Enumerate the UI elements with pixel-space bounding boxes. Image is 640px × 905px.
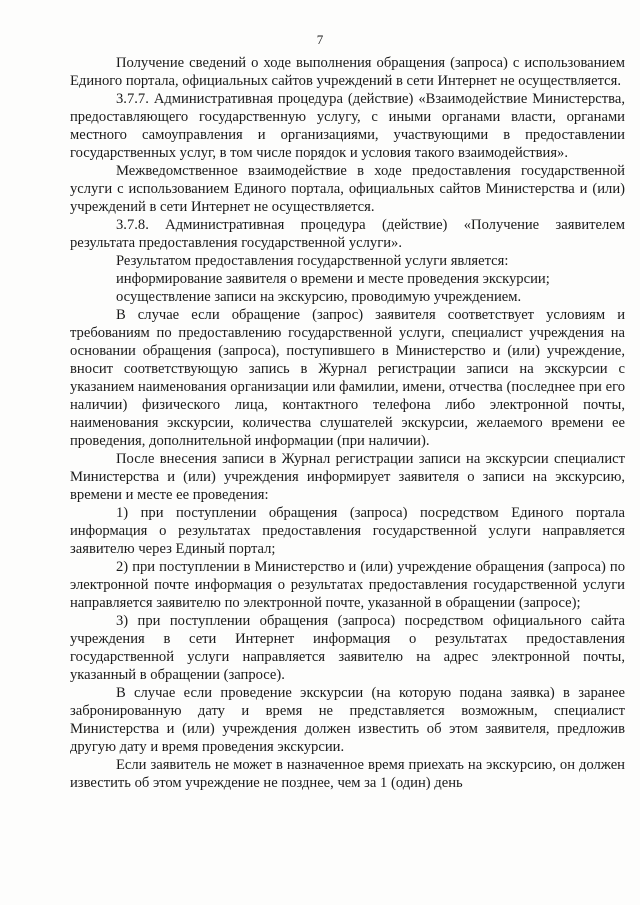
paragraph-3-7-8-heading: 3.7.8. Административная процедура (действие) «Получение заявителем результата предоставления государственной услуги».: [70, 217, 625, 251]
paragraph-list-item-2: 2) при поступлении в Министерство и (или) учреждение обращения (запроса) по электронной почте информация о результатах предоставления государственной услуги направляется заявителю по электронной почте, указанной в обращении (запросе);: [70, 559, 625, 611]
page-number: 7: [316, 32, 324, 47]
paragraph-3-7-7-heading: 3.7.7. Административная процедура (действие) «Взаимодействие Министерства, предоставляющего государственную услугу, с иными органами власти, органами местного самоуправления и организациями, участвующими в предоставлении государственных услуг, в том числе порядок и условия такого взаимодействия».: [70, 91, 625, 161]
paragraph-result-item-2: осуществление записи на экскурсию, проводимую учреждением.: [116, 289, 522, 305]
paragraph-registration: В случае если обращение (запрос) заявителя соответствует условиям и требованиям по предоставлению государственной услуги, специалист учреждения на основании обращения (запроса), поступившего в Министерство и (или) учреждение, вносит соответствующую запись в Журнал регистрации записи на экскурсии с указанием наименования организации или фамилии, имени, отчества (последнее при его наличии) физического лица, контактного телефона либо электронной почты, наименования экскурсии, количества слушателей экскурсии, желаемого времени ее проведения, дополнительной информации (при наличии).: [70, 307, 625, 449]
paragraph-list-item-1: 1) при поступлении обращения (запроса) посредством Единого портала информация о результатах предоставления государственной услуги направляется заявителю через Единый портал;: [70, 505, 625, 557]
paragraph-after-registration: После внесения записи в Журнал регистрации записи на экскурсии специалист Министерства и (или) учреждения информирует заявителя о записи на экскурсию, времени и месте ее проведения:: [70, 451, 625, 503]
document-body: [70, 54, 625, 792]
paragraph-reschedule: В случае если проведение экскурсии (на которую подана заявка) в заранее забронированную дату и время не представляется возможным, специалист Министерства и (или) учреждения должен известить об этом заявителя, предложив другую дату и время проведения экскурсии.: [70, 685, 625, 755]
paragraph-list-item-3: 3) при поступлении обращения (запроса) посредством официального сайта учреждения в сети Интернет информация о результатах предоставления государственной услуги направляется заявителю на адрес электронной почты, указанный в обращении (запросе).: [70, 613, 625, 683]
paragraph-interagency: Межведомственное взаимодействие в ходе предоставления государственной услуги с использованием Единого портала, официальных сайтов Министерства и (или) учреждений в сети Интернет не осуществляется.: [70, 163, 625, 215]
paragraph-applicant-notice: Если заявитель не может в назначенное время приехать на экскурсию, он должен известить об этом учреждение не позднее, чем за 1 (один) день: [70, 757, 625, 791]
paragraph-result-item-1: информирование заявителя о времени и месте проведения экскурсии;: [116, 271, 550, 287]
paragraph-result-intro: Результатом предоставления государственной услуги является:: [116, 253, 509, 269]
paragraph-portal-status: Получение сведений о ходе выполнения обращения (запроса) с использованием Единого портала, официальных сайтов учреждений в сети Интернет не осуществляется.: [70, 55, 625, 89]
